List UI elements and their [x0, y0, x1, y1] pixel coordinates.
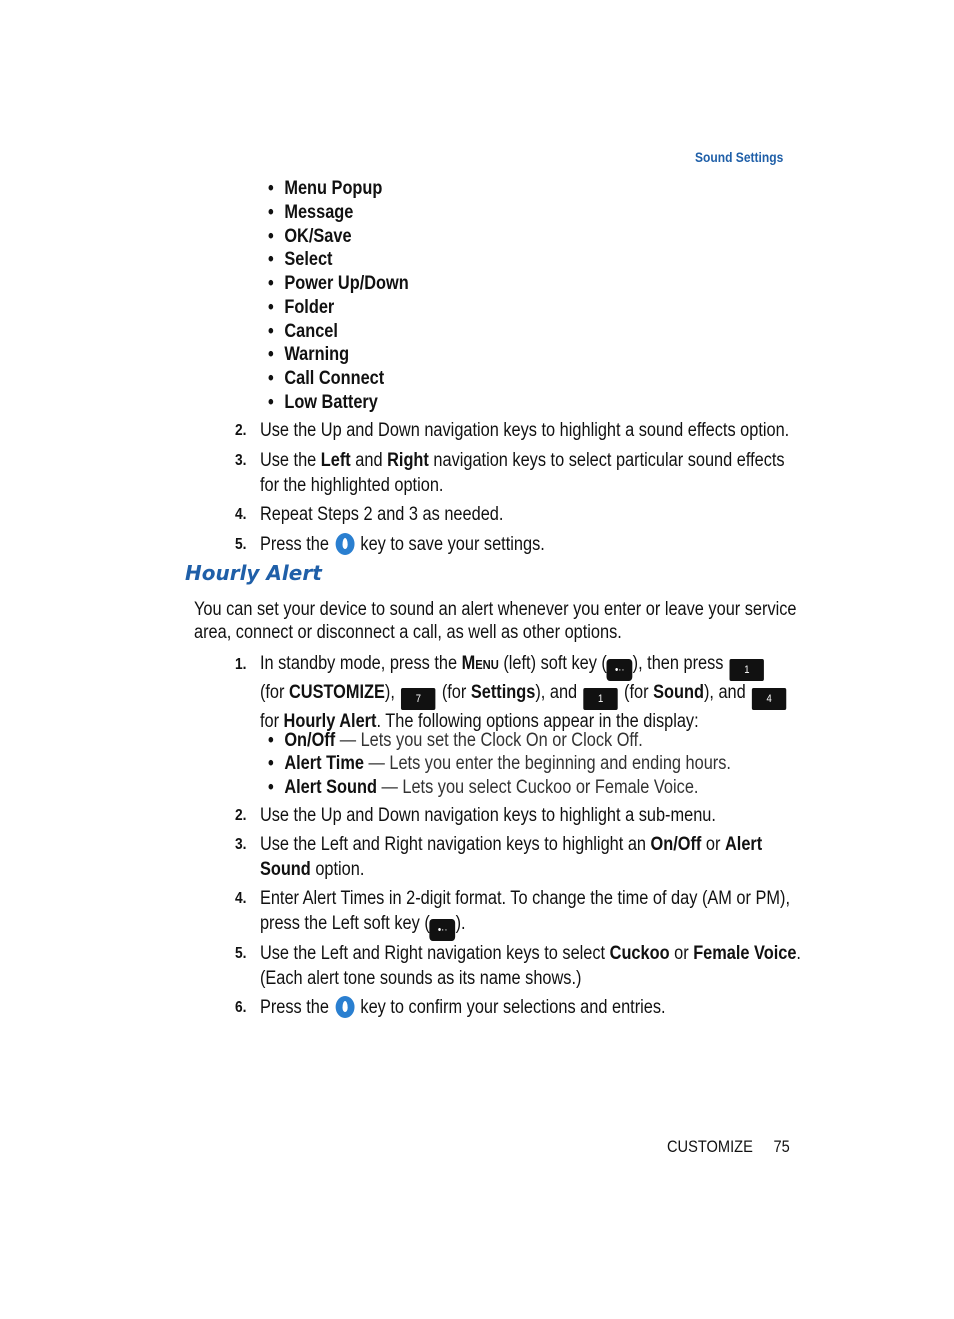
list-item: • Menu Popup	[268, 178, 383, 199]
left-soft-key-icon: •··	[607, 659, 633, 681]
section-title: Hourly Alert	[185, 561, 322, 585]
option-item: • On/Off — Lets you set the Clock On or Clock Off.	[268, 730, 643, 751]
list-item: • Cancel	[268, 321, 338, 342]
list-item: • OK/Save	[268, 226, 352, 247]
list-item: • Call Connect	[268, 368, 385, 389]
running-header: Sound Settings	[695, 149, 784, 165]
intro-paragraph: You can set your device to sound an alert whenever you enter or leave your service area, connect or disconnect a call, as well as other options.	[194, 599, 797, 643]
option-item: • Alert Time — Lets you enter the beginning and ending hours.	[268, 753, 731, 774]
key-1-icon: 1	[730, 659, 764, 681]
key-1-icon: 1	[583, 688, 617, 710]
list-item: • Power Up/Down	[268, 273, 409, 294]
page-number: 75	[773, 1137, 790, 1156]
list-item: • Low Battery	[268, 392, 378, 413]
list-item: • Message	[268, 202, 354, 223]
list-item: • Select	[268, 249, 333, 270]
option-item: • Alert Sound — Lets you select Cuckoo or Female Voice.	[268, 777, 699, 798]
list-item: • Folder	[268, 297, 335, 318]
page-footer	[667, 1137, 790, 1157]
ok-key-icon	[335, 996, 354, 1018]
list-item: • Warning	[268, 344, 350, 365]
ok-key-icon	[335, 533, 354, 555]
key-7-icon: 7	[401, 688, 435, 710]
left-soft-key-icon: •··	[430, 919, 456, 941]
key-4-icon: 4	[752, 688, 786, 710]
footer-section: CUSTOMIZE	[667, 1137, 753, 1156]
